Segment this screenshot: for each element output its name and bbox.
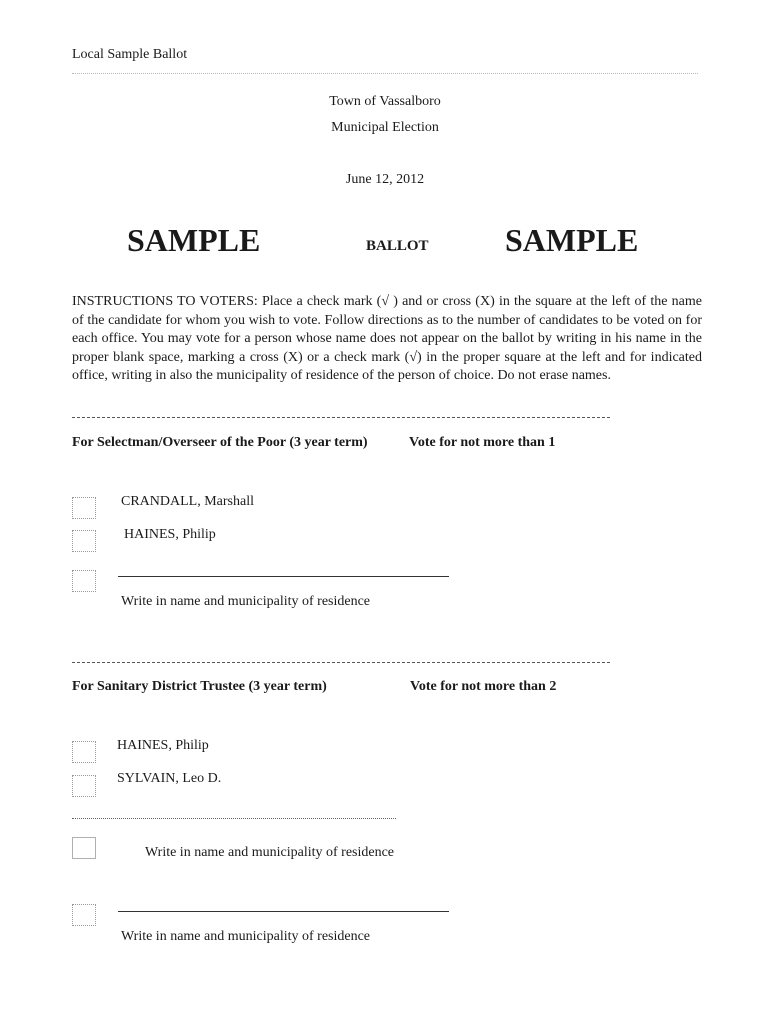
contest-2-checkbox-write-in-1[interactable]: [72, 837, 96, 859]
section-divider: [72, 662, 610, 663]
contest-1-checkbox-crandall[interactable]: [72, 497, 96, 519]
section-divider: [72, 417, 610, 418]
contest-1-office: For Selectman/Overseer of the Poor (3 year term): [72, 435, 368, 450]
voter-instructions: INSTRUCTIONS TO VOTERS: Place a check mark (√ ) and or cross (X) in the square at the left of the name of the candidate for whom you wish to vote. Follow directions as to the number of candidates to be voted on for each office. You may vote for a person whose name does not appear on the ballot by writing in his name in the proper blank space, marking a cross (X) or a check mark (√) in the proper square at the left and for indicated office, writing in also the municipality of residence of the person of choice. Do not erase names.: [72, 294, 702, 383]
contest-2-checkbox-write-in-2[interactable]: [72, 904, 96, 926]
page-header-title: Local Sample Ballot: [72, 47, 188, 62]
contest-2-write-in-label-2: Write in name and municipality of residence: [121, 929, 371, 944]
contest-2-write-in-line-2[interactable]: [118, 911, 449, 912]
contest-1-write-in-label: Write in name and municipality of residence: [121, 594, 371, 609]
contest-1-write-in-line[interactable]: [118, 576, 449, 577]
header-divider: [72, 73, 698, 74]
contest-2-candidate-haines: HAINES, Philip: [117, 738, 209, 753]
contest-2-checkbox-haines[interactable]: [72, 741, 96, 763]
election-name: Municipal Election: [331, 120, 439, 135]
election-date: June 12, 2012: [345, 172, 425, 187]
contest-2-write-in-line-1[interactable]: [72, 818, 396, 819]
sample-watermark-left: SAMPLE: [127, 222, 261, 258]
contest-1-candidate-crandall: CRANDALL, Marshall: [121, 494, 254, 509]
ballot-word: BALLOT: [366, 238, 429, 254]
contest-2-vote-limit: Vote for not more than 2: [410, 679, 557, 694]
contest-1-vote-limit: Vote for not more than 1: [409, 435, 556, 450]
contest-2-candidate-sylvain: SYLVAIN, Leo D.: [117, 771, 222, 786]
contest-1-checkbox-haines[interactable]: [72, 530, 96, 552]
town-name: Town of Vassalboro: [329, 94, 441, 109]
contest-2-write-in-label-1: Write in name and municipality of residence: [145, 845, 395, 860]
contest-2-office: For Sanitary District Trustee (3 year term): [72, 679, 327, 694]
contest-2-checkbox-sylvain[interactable]: [72, 775, 96, 797]
contest-1-checkbox-write-in[interactable]: [72, 570, 96, 592]
sample-watermark-right: SAMPLE: [505, 222, 639, 258]
contest-1-candidate-haines: HAINES, Philip: [124, 527, 216, 542]
